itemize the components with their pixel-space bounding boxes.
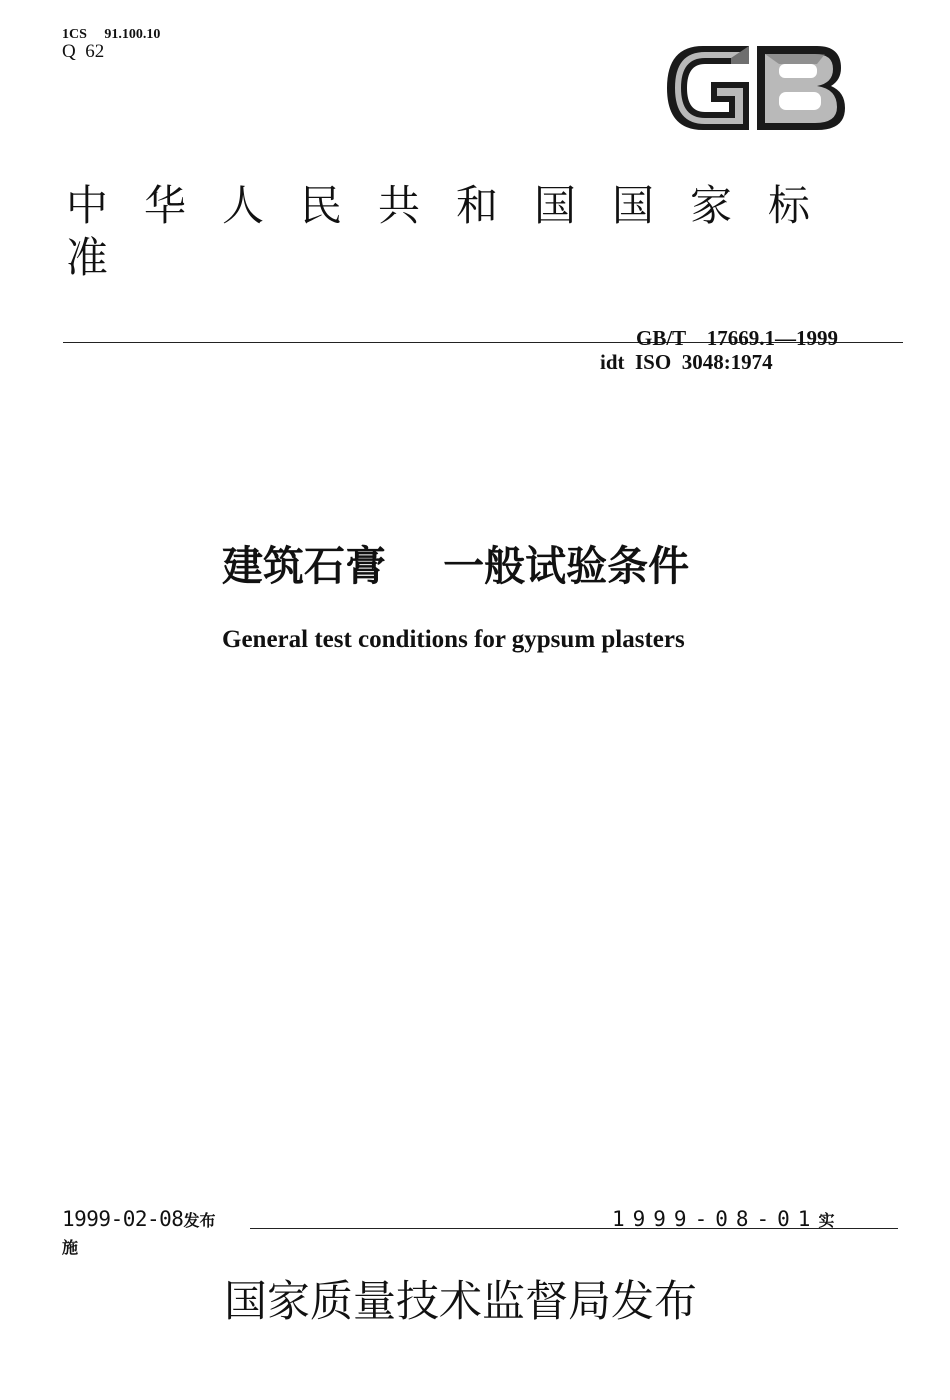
implementation-label: 实 (818, 1211, 835, 1230)
document-title-cn: 建筑石膏 一般试验条件 (222, 542, 690, 590)
implementation-date-row (612, 1207, 834, 1231)
ccs-code: Q 62 (62, 41, 105, 62)
issue-date-row (62, 1207, 215, 1231)
document-title-en: General test conditions for gypsum plasters (222, 626, 685, 653)
iso-adoption: idt ISO 3048:1974 (600, 350, 773, 374)
gb-logo-letter-g (667, 46, 749, 130)
implementation-label-continued: 施 (62, 1238, 79, 1257)
standard-title: 中华人民共和国国家标准 (66, 181, 847, 282)
issue-label: 发布 (183, 1211, 216, 1230)
standard-number: GB/T 17669.1—1999 (636, 326, 839, 350)
gb-logo (645, 28, 857, 148)
gb-logo-letter-b (757, 46, 845, 130)
implementation-date: 1999-08-01 (612, 1207, 819, 1231)
publisher: 国家质量技术监督局发布 (224, 1277, 697, 1327)
ics-code: 1CS 91.100.10 (62, 27, 161, 42)
issue-date: 1999-02-08 (62, 1207, 184, 1231)
